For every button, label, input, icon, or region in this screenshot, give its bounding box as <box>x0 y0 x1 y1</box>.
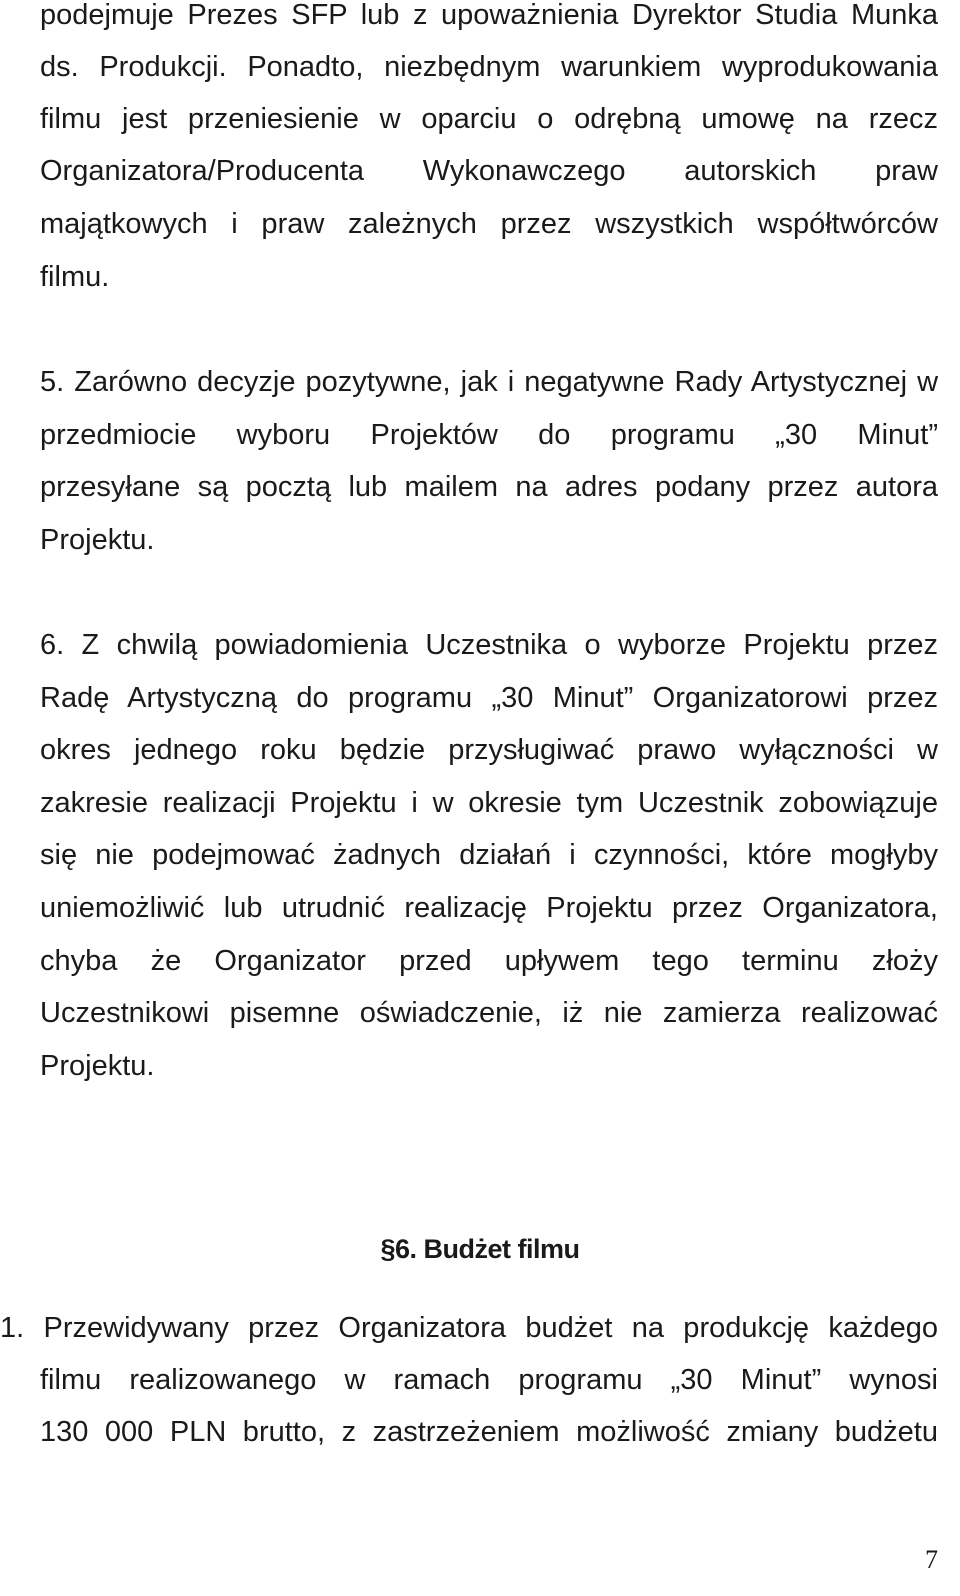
item-5-text: Zarówno decyzje pozytywne, jak i negatywne Rady Artystycznej w <box>74 366 939 398</box>
item-6-line <box>40 628 938 662</box>
text-line: Projektu. <box>40 524 155 556</box>
item-1-number: 1. <box>0 1312 25 1344</box>
page-number: 7 <box>925 1545 938 1574</box>
text-line: filmu realizowanego w ramach programu „30 Minut” wynosi <box>40 1364 938 1396</box>
text-line: się nie podejmować żadnych działań i czynności, które mogłyby <box>40 839 938 871</box>
text-line: Projektu. <box>40 1050 155 1082</box>
item-1-line <box>0 1311 938 1345</box>
item-1-text: Przewidywany przez Organizatora budżet na produkcję każdego <box>43 1312 939 1344</box>
text-line: Uczestnikowi pisemne oświadczenie, iż nie zamierza realizować <box>40 997 938 1029</box>
text-line: Organizatora/Producenta Wykonawczego autorskich praw <box>40 155 938 187</box>
text-line: ds. Produkcji. Ponadto, niezbędnym warunkiem wyprodukowania <box>40 51 938 83</box>
item-6-text: Z chwilą powiadomienia Uczestnika o wyborze Projektu przez <box>81 629 938 661</box>
text-line: przesyłane są pocztą lub mailem na adres podany przez autora <box>40 471 938 503</box>
item-5-number: 5. <box>40 366 65 398</box>
section-heading: §6. Budżet filmu <box>380 1234 580 1264</box>
text-line: okres jednego roku będzie przysługiwać prawo wyłączności w <box>40 734 938 766</box>
text-line: uniemożliwić lub utrudnić realizację Projektu przez Organizatora, <box>40 892 938 924</box>
text-line: zakresie realizacji Projektu i w okresie tym Uczestnik zobowiązuje <box>40 787 938 819</box>
text-line: filmu jest przeniesienie w oparciu o odrębną umowę na rzecz <box>40 103 938 135</box>
text-line: chyba że Organizator przed upływem tego terminu złoży <box>40 945 938 977</box>
text-line: przedmiocie wyboru Projektów do programu „30 Minut” <box>40 419 938 451</box>
text-line: filmu. <box>40 261 110 293</box>
item-6-number: 6. <box>40 629 65 661</box>
text-line: podejmuje Prezes SFP lub z upoważnienia Dyrektor Studia Munka <box>40 0 938 31</box>
text-line: majątkowych i praw zależnych przez wszystkich współtwórców <box>40 208 938 240</box>
text-line: Radę Artystyczną do programu „30 Minut” Organizatorowi przez <box>40 682 938 714</box>
text-line: 130 000 PLN brutto, z zastrzeżeniem możliwość zmiany budżetu <box>40 1416 938 1448</box>
item-5-line <box>40 365 938 399</box>
